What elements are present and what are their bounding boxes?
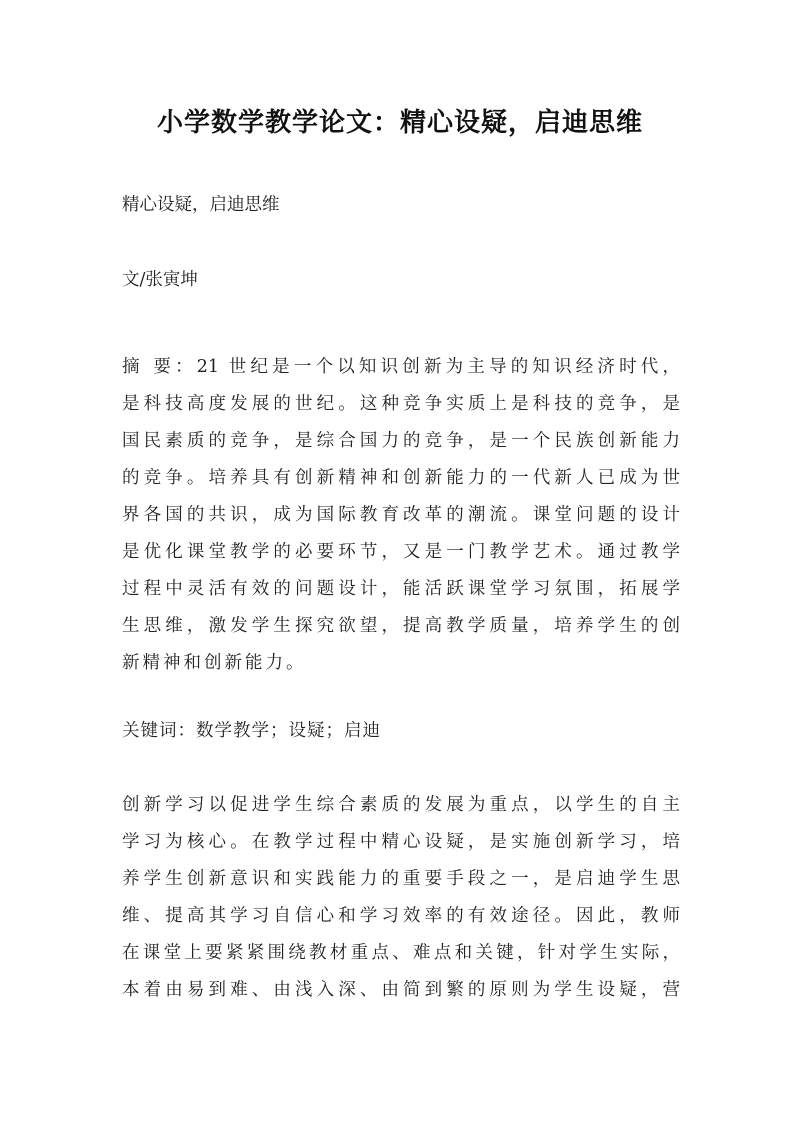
keywords-line: 关键词：数学教学；设疑；启迪 [122,721,381,741]
document-title: 小学数学教学论文：精心设疑，启迪思维 [156,108,643,138]
abstract-line: 是优化课堂教学的必要环节，又是一门教学艺术。通过教学 [122,542,680,562]
author-line: 文/张寅坤 [122,270,198,290]
abstract-line: 国民素质的竞争，是综合国力的竞争，是一个民族创新能力 [122,431,680,451]
abstract-line: 是科技高度发展的世纪。这种竞争实质上是科技的竞争，是 [122,394,680,414]
body-line: 在课堂上要紧紧围绕教材重点、难点和关键，针对学生实际， [122,943,680,963]
abstract-line: 界各国的共识，成为国际教育改革的潮流。课堂问题的设计 [122,505,680,525]
abstract-line: 摘 要：21 世纪是一个以知识创新为主导的知识经济时代， [122,357,680,377]
body-line: 养学生创新意识和实践能力的重要手段之一，是启迪学生思 [122,869,680,889]
abstract-line: 新精神和创新能力。 [122,653,307,673]
body-line: 维、提高其学习自信心和学习效率的有效途径。因此，教师 [122,906,680,926]
abstract-line: 过程中灵活有效的问题设计，能活跃课堂学习氛围，拓展学 [122,579,680,599]
subtitle: 精心设疑，启迪思维 [122,195,280,215]
abstract-line: 的竞争。培养具有创新精神和创新能力的一代新人已成为世 [122,468,680,488]
abstract-line: 生思维，激发学生探究欲望，提高教学质量，培养学生的创 [122,616,680,636]
body-line: 本着由易到难、由浅入深、由简到繁的原则为学生设疑，营 [122,980,680,1000]
body-line: 创新学习以促进学生综合素质的发展为重点，以学生的自主 [122,795,680,815]
body-line: 学习为核心。在教学过程中精心设疑，是实施创新学习，培 [122,832,680,852]
